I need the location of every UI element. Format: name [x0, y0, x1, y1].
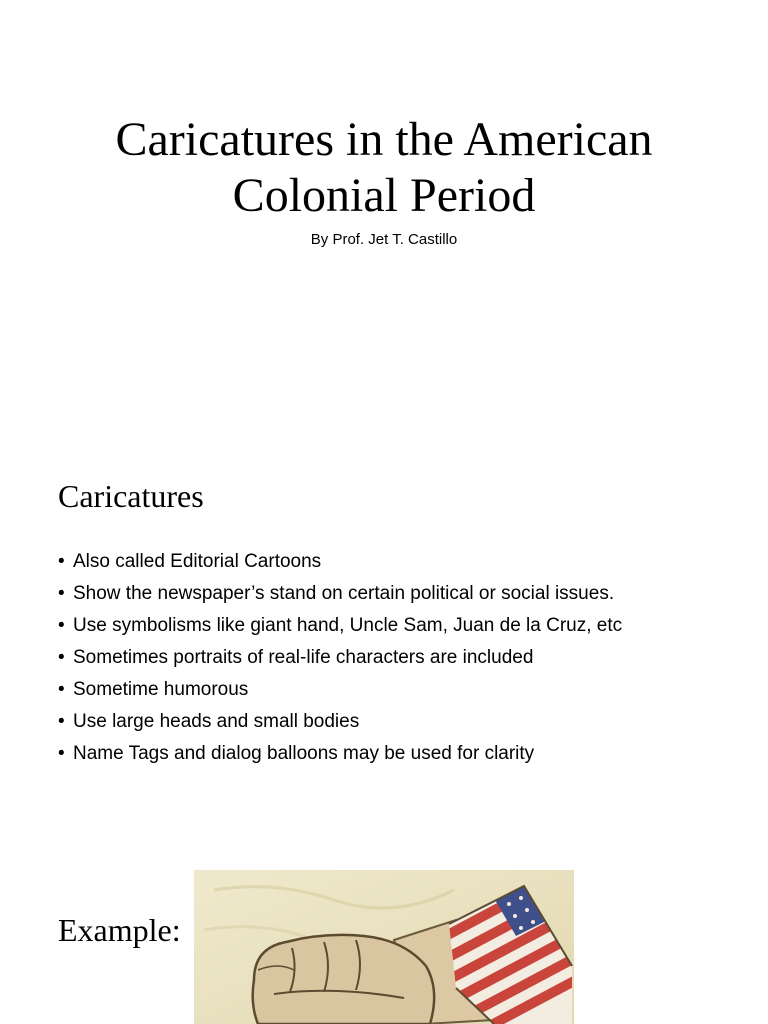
bullet-list [58, 546, 738, 770]
bullet-dot: • [58, 679, 65, 700]
fist-with-flag-sleeve-illustration [194, 870, 574, 1024]
bullet-text: Also called Editorial Cartoons [73, 551, 322, 572]
bullet-dot: • [58, 551, 65, 572]
bullet-dot: • [58, 711, 65, 732]
bullet-item [58, 674, 738, 706]
title-line-2: Colonial Period [232, 169, 536, 222]
bullet-item [58, 610, 738, 642]
example-slide [0, 854, 768, 1024]
slide-title [40, 112, 728, 224]
bullet-text: Show the newspaper’s stand on certain political or social issues. [73, 583, 615, 604]
bullet-text: Name Tags and dialog balloons may be used for clarity [73, 743, 535, 764]
bullet-text: Sometime humorous [73, 679, 249, 700]
bullet-text: Sometimes portraits of real-life characters are included [73, 647, 534, 668]
bullet-dot: • [58, 583, 65, 604]
slide-subtitle: By Prof. Jet T. Castillo [310, 231, 458, 248]
bullet-text: Use symbolisms like giant hand, Uncle Sam, Juan de la Cruz, etc [73, 615, 623, 636]
title-line-1: Caricatures in the American [115, 113, 653, 166]
bullet-dot: • [58, 615, 65, 636]
title-slide [0, 0, 768, 432]
content-slide [0, 440, 768, 846]
slide-heading: Caricatures [58, 478, 204, 514]
bullet-item [58, 546, 738, 578]
bullet-item [58, 706, 738, 738]
example-label: Example: [58, 912, 181, 948]
bullet-text: Use large heads and small bodies [73, 711, 360, 732]
bullet-dot: • [58, 743, 65, 764]
bullet-item [58, 578, 738, 610]
bullet-item [58, 738, 738, 770]
bullet-dot: • [58, 647, 65, 668]
cartoon-fist-icon [194, 870, 574, 1024]
bullet-item [58, 642, 738, 674]
